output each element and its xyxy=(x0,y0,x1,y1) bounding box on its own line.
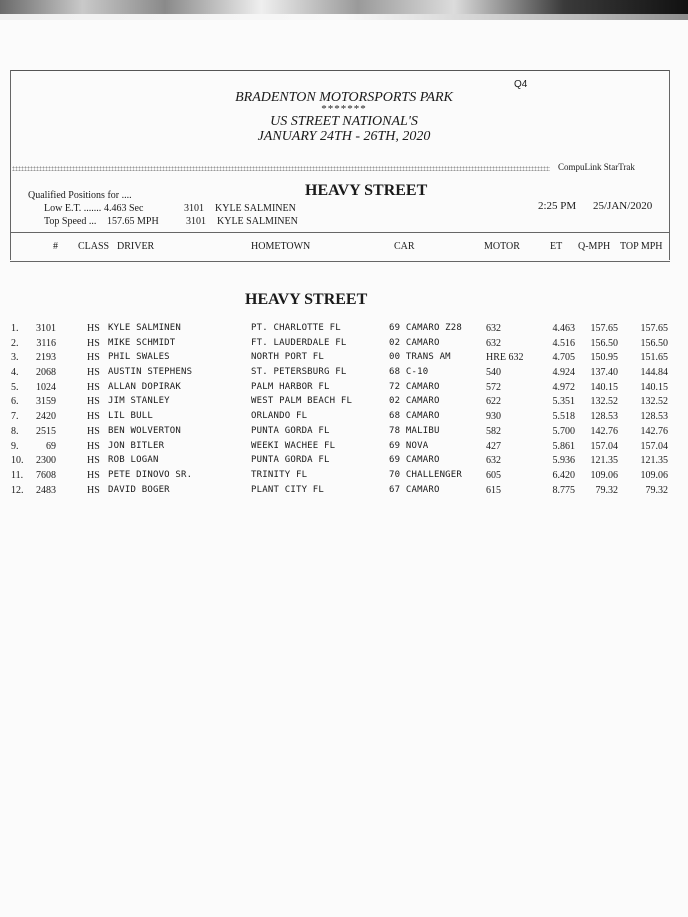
print-time: 2:25 PM xyxy=(538,200,577,212)
col-et: ET xyxy=(550,241,563,252)
cell-driver: PHIL SWALES xyxy=(108,352,170,363)
cell-motor: 427 xyxy=(486,440,501,452)
qualified-title: Qualified Positions for .... xyxy=(28,190,132,201)
cell-motor: 605 xyxy=(486,469,501,481)
cell-pos: 5. xyxy=(11,381,19,393)
cell-cls: HS xyxy=(87,367,100,379)
cell-qmph: 79.32 xyxy=(595,484,618,496)
cell-num: 3159 xyxy=(36,396,56,408)
cell-qmph: 157.04 xyxy=(590,440,618,452)
cell-hometown: WEEKI WACHEE FL xyxy=(251,440,336,451)
cell-driver: PETE DINOVO SR. xyxy=(108,469,193,480)
cell-hometown: PUNTA GORDA FL xyxy=(251,455,330,466)
stars-divider: ******* xyxy=(321,103,367,115)
header-rule-top xyxy=(10,232,670,233)
cell-driver: MIKE SCHMIDT xyxy=(108,337,176,348)
col-topmph: TOP MPH xyxy=(620,241,663,252)
cell-driver: JON BITLER xyxy=(108,440,165,451)
cell-hometown: ORLANDO FL xyxy=(251,411,308,422)
cell-num: 2483 xyxy=(36,484,56,496)
cell-cls: HS xyxy=(87,440,100,452)
cell-hometown: FT. LAUDERDALE FL xyxy=(251,337,347,348)
cell-qmph: 150.95 xyxy=(590,352,618,364)
cell-motor: 540 xyxy=(486,367,501,379)
col-num: # xyxy=(53,241,58,252)
cell-et: 4.516 xyxy=(552,337,575,349)
table-row xyxy=(0,323,688,338)
class-title: HEAVY STREET xyxy=(305,182,428,199)
cell-qmph: 157.65 xyxy=(590,323,618,334)
cell-hometown: PLANT CITY FL xyxy=(251,484,325,495)
top-speed-value: 157.65 MPH xyxy=(107,216,159,227)
cell-topmph: 128.53 xyxy=(640,411,668,423)
cell-cls: HS xyxy=(87,381,100,393)
cell-pos: 11. xyxy=(11,469,24,481)
cell-hometown: TRINITY FL xyxy=(251,469,308,480)
cell-pos: 10. xyxy=(11,455,24,467)
cell-cls: HS xyxy=(87,469,100,481)
table-row xyxy=(0,470,688,485)
scan-edge-shadow xyxy=(0,14,688,20)
cell-motor: 572 xyxy=(486,381,501,393)
cell-motor: HRE 632 xyxy=(486,352,524,364)
cell-pos: 8. xyxy=(11,425,19,437)
cell-cls: HS xyxy=(87,396,100,408)
cell-pos: 12. xyxy=(11,484,24,496)
cell-topmph: 156.50 xyxy=(640,337,668,349)
cell-motor: 632 xyxy=(486,337,501,349)
cell-driver: ROB LOGAN xyxy=(108,455,159,466)
cell-et: 4.924 xyxy=(552,367,575,379)
event-name: US STREET NATIONAL'S xyxy=(270,114,418,129)
table-row xyxy=(0,441,688,456)
col-hometown: HOMETOWN xyxy=(251,241,311,252)
cell-car: 70 CHALLENGER xyxy=(389,469,463,480)
cell-hometown: ST. PETERSBURG FL xyxy=(251,367,347,378)
cell-pos: 2. xyxy=(11,337,19,349)
cell-et: 5.936 xyxy=(552,455,575,467)
cell-motor: 632 xyxy=(486,455,501,467)
col-driver: DRIVER xyxy=(117,241,155,252)
cell-et: 5.700 xyxy=(552,425,575,437)
track-name: BRADENTON MOTORSPORTS PARK xyxy=(235,90,453,105)
table-row xyxy=(0,367,688,382)
cell-num: 2300 xyxy=(36,455,56,467)
cell-num: 1024 xyxy=(36,381,56,393)
cell-car: 02 CAMARO xyxy=(389,337,440,348)
cell-pos: 6. xyxy=(11,396,19,408)
cell-pos: 1. xyxy=(11,323,19,334)
cell-hometown: PT. CHARLOTTE FL xyxy=(251,323,341,333)
col-car: CAR xyxy=(394,241,415,252)
cell-driver: KYLE SALMINEN xyxy=(108,323,182,333)
cell-num: 2515 xyxy=(36,425,56,437)
cell-hometown: PALM HARBOR FL xyxy=(251,381,330,392)
col-class: CLASS xyxy=(78,241,110,252)
cell-num: 69 xyxy=(46,440,56,452)
print-date: 25/JAN/2020 xyxy=(593,200,653,212)
low-et-driver: KYLE SALMINEN xyxy=(215,203,296,214)
cell-driver: LIL BULL xyxy=(108,411,153,422)
table-row xyxy=(0,485,688,500)
event-dates: JANUARY 24TH - 26TH, 2020 xyxy=(257,129,431,144)
cell-hometown: NORTH PORT FL xyxy=(251,352,325,363)
cell-car: 00 TRANS AM xyxy=(389,352,451,363)
cell-car: 68 C-10 xyxy=(389,367,429,378)
table-row xyxy=(0,396,688,411)
cell-car: 69 CAMARO xyxy=(389,455,440,466)
cell-topmph: 157.65 xyxy=(640,323,668,334)
cell-car: 68 CAMARO xyxy=(389,411,440,422)
cell-topmph: 132.52 xyxy=(640,396,668,408)
results-table xyxy=(0,323,688,499)
col-qmph: Q-MPH xyxy=(578,241,611,252)
cell-cls: HS xyxy=(87,455,100,467)
table-row xyxy=(0,382,688,397)
cell-topmph: 144.84 xyxy=(640,367,668,379)
cell-qmph: 132.52 xyxy=(590,396,618,408)
cell-motor: 930 xyxy=(486,411,501,423)
table-row xyxy=(0,338,688,353)
cell-pos: 7. xyxy=(11,411,19,423)
cell-topmph: 151.65 xyxy=(640,352,668,364)
q-label: Q4 xyxy=(514,79,528,90)
cell-pos: 9. xyxy=(11,440,19,452)
cell-car: 69 CAMARO Z28 xyxy=(389,323,463,333)
cell-pos: 3. xyxy=(11,352,19,364)
cell-car: 67 CAMARO xyxy=(389,484,440,495)
table-row xyxy=(0,352,688,367)
cell-motor: 622 xyxy=(486,396,501,408)
cell-topmph: 157.04 xyxy=(640,440,668,452)
cell-driver: JIM STANLEY xyxy=(108,396,170,407)
cell-cls: HS xyxy=(87,411,100,423)
cell-topmph: 109.06 xyxy=(640,469,668,481)
cell-et: 4.705 xyxy=(552,352,575,364)
low-et-value: 4.463 Sec xyxy=(104,203,144,214)
cell-num: 2420 xyxy=(36,411,56,423)
cell-num: 3101 xyxy=(36,323,56,334)
header-rule-bottom xyxy=(10,261,670,262)
low-et-car: 3101 xyxy=(184,203,204,214)
cell-et: 5.861 xyxy=(552,440,575,452)
cell-qmph: 156.50 xyxy=(590,337,618,349)
cell-car: 69 NOVA xyxy=(389,440,429,451)
cell-driver: DAVID BOGER xyxy=(108,484,170,495)
cell-qmph: 128.53 xyxy=(590,411,618,423)
cell-et: 5.351 xyxy=(552,396,575,408)
cell-qmph: 109.06 xyxy=(590,469,618,481)
cell-driver: ALLAN DOPIRAK xyxy=(108,381,182,392)
cell-topmph: 79.32 xyxy=(645,484,668,496)
scan-edge-top xyxy=(0,0,688,14)
cell-num: 3116 xyxy=(36,337,56,349)
cell-cls: HS xyxy=(87,352,100,364)
cell-motor: 632 xyxy=(486,323,501,334)
cell-driver: BEN WOLVERTON xyxy=(108,425,182,436)
section-title: HEAVY STREET xyxy=(245,291,368,308)
cell-cls: HS xyxy=(87,484,100,496)
dotted-rule xyxy=(12,166,550,171)
low-et-label: Low E.T. ....... xyxy=(44,203,102,214)
cell-topmph: 121.35 xyxy=(640,455,668,467)
cell-cls: HS xyxy=(87,323,100,334)
cell-cls: HS xyxy=(87,425,100,437)
cell-car: 02 CAMARO xyxy=(389,396,440,407)
cell-hometown: WEST PALM BEACH FL xyxy=(251,396,353,407)
cell-num: 2193 xyxy=(36,352,56,364)
cell-qmph: 140.15 xyxy=(590,381,618,393)
cell-motor: 582 xyxy=(486,425,501,437)
cell-pos: 4. xyxy=(11,367,19,379)
table-row xyxy=(0,411,688,426)
cell-et: 4.972 xyxy=(552,381,575,393)
cell-motor: 615 xyxy=(486,484,501,496)
cell-et: 8.775 xyxy=(552,484,575,496)
col-motor: MOTOR xyxy=(484,241,520,252)
cell-et: 6.420 xyxy=(552,469,575,481)
table-row xyxy=(0,426,688,441)
cell-qmph: 142.76 xyxy=(590,425,618,437)
top-speed-driver: KYLE SALMINEN xyxy=(217,216,298,227)
cell-car: 72 CAMARO xyxy=(389,381,440,392)
table-row xyxy=(0,455,688,470)
cell-hometown: PUNTA GORDA FL xyxy=(251,425,330,436)
cell-qmph: 137.40 xyxy=(590,367,618,379)
cell-num: 7608 xyxy=(36,469,56,481)
cell-topmph: 140.15 xyxy=(640,381,668,393)
cell-et: 5.518 xyxy=(552,411,575,423)
cell-topmph: 142.76 xyxy=(640,425,668,437)
frame-top-rule xyxy=(10,70,670,71)
cell-driver: AUSTIN STEPHENS xyxy=(108,367,193,378)
top-speed-car: 3101 xyxy=(186,216,206,227)
cell-et: 4.463 xyxy=(552,323,575,334)
cell-car: 78 MALIBU xyxy=(389,425,440,436)
cell-num: 2068 xyxy=(36,367,56,379)
timing-system: CompuLink StarTrak xyxy=(558,162,635,172)
cell-qmph: 121.35 xyxy=(590,455,618,467)
cell-cls: HS xyxy=(87,337,100,349)
top-speed-label: Top Speed ... xyxy=(44,216,97,227)
